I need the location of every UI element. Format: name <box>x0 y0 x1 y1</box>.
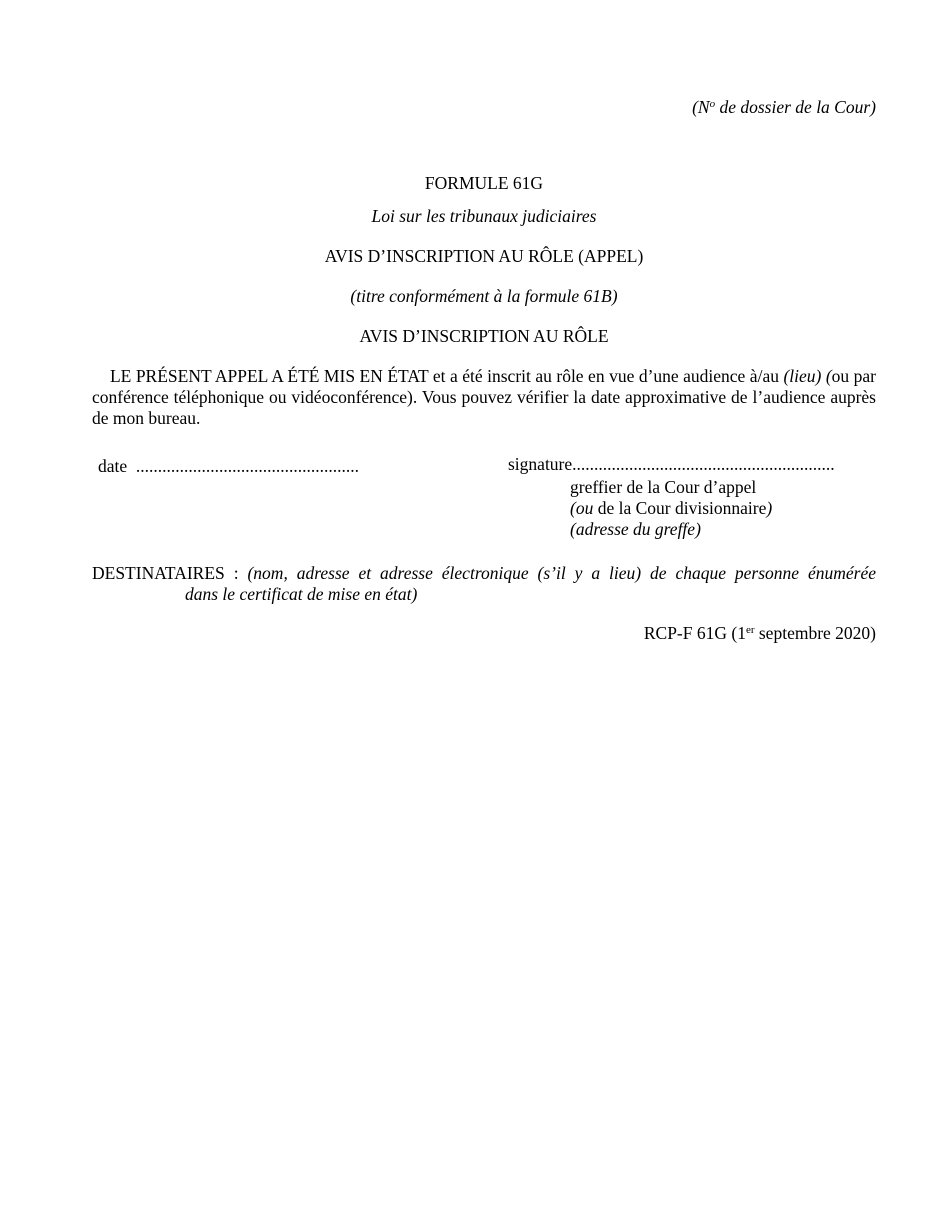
statute-name: Loi sur les tribunaux judiciaires <box>371 206 597 226</box>
notice-heading: AVIS D’INSCRIPTION AU RÔLE <box>359 326 609 346</box>
recipients-line-2: dans le certificat de mise en état) <box>185 584 418 604</box>
title-note: (titre conformément à la formule 61B) <box>350 286 618 306</box>
form-title: AVIS D’INSCRIPTION AU RÔLE (APPEL) <box>324 246 644 266</box>
signature-label: signature <box>508 454 573 474</box>
notice-lead: LE PRÉSENT APPEL A ÉTÉ MIS EN ÉTAT <box>109 366 429 386</box>
form-code-prefix: RCP-F 61G (1 <box>643 623 746 643</box>
signature-dots: ............................................................ <box>572 454 835 474</box>
court-file-suffix: de dossier de la Cour) <box>715 97 876 117</box>
date-field <box>98 456 359 477</box>
alternate-prefix: (ou <box>570 498 594 518</box>
court-file-number <box>692 97 876 118</box>
registrar-title: greffier de la Cour d’appel <box>570 477 757 497</box>
notice-text-1: et a été inscrit au rôle en vue d’une audience à/au <box>428 366 784 386</box>
signature-field <box>508 454 835 475</box>
date-label: date <box>98 456 128 476</box>
alternate-suffix: ) <box>766 498 773 518</box>
form-code-sup: er <box>745 624 755 636</box>
form-code <box>644 623 876 644</box>
form-code-suffix: septembre 2020) <box>754 623 876 643</box>
office-address: (adresse du greffe) <box>570 519 701 539</box>
recipients-text-1: (nom, adresse et adresse électronique (s’il y a lieu) de chaque personne énumérée <box>247 563 877 583</box>
recipients-label: DESTINATAIRES : <box>92 563 248 583</box>
signature-details <box>570 477 772 540</box>
form-number: FORMULE 61G <box>424 173 544 193</box>
notice-paragraph <box>92 366 876 429</box>
court-file-prefix: (N <box>692 97 710 117</box>
court-file-sup: o <box>709 98 716 110</box>
hearing-place: (lieu) ( <box>783 366 832 386</box>
alternate-court <box>570 498 772 519</box>
date-dots: ................................................... <box>135 456 360 476</box>
notice-text-2: ou par conférence téléphonique ou vidéoconférence). Vous pouvez vérifier la date approximative de l’audience auprès de mon bureau. <box>92 366 877 428</box>
recipients-line-1 <box>92 563 876 584</box>
alternate-text: de la Cour divisionnaire <box>593 498 767 518</box>
recipients-section <box>92 563 876 605</box>
